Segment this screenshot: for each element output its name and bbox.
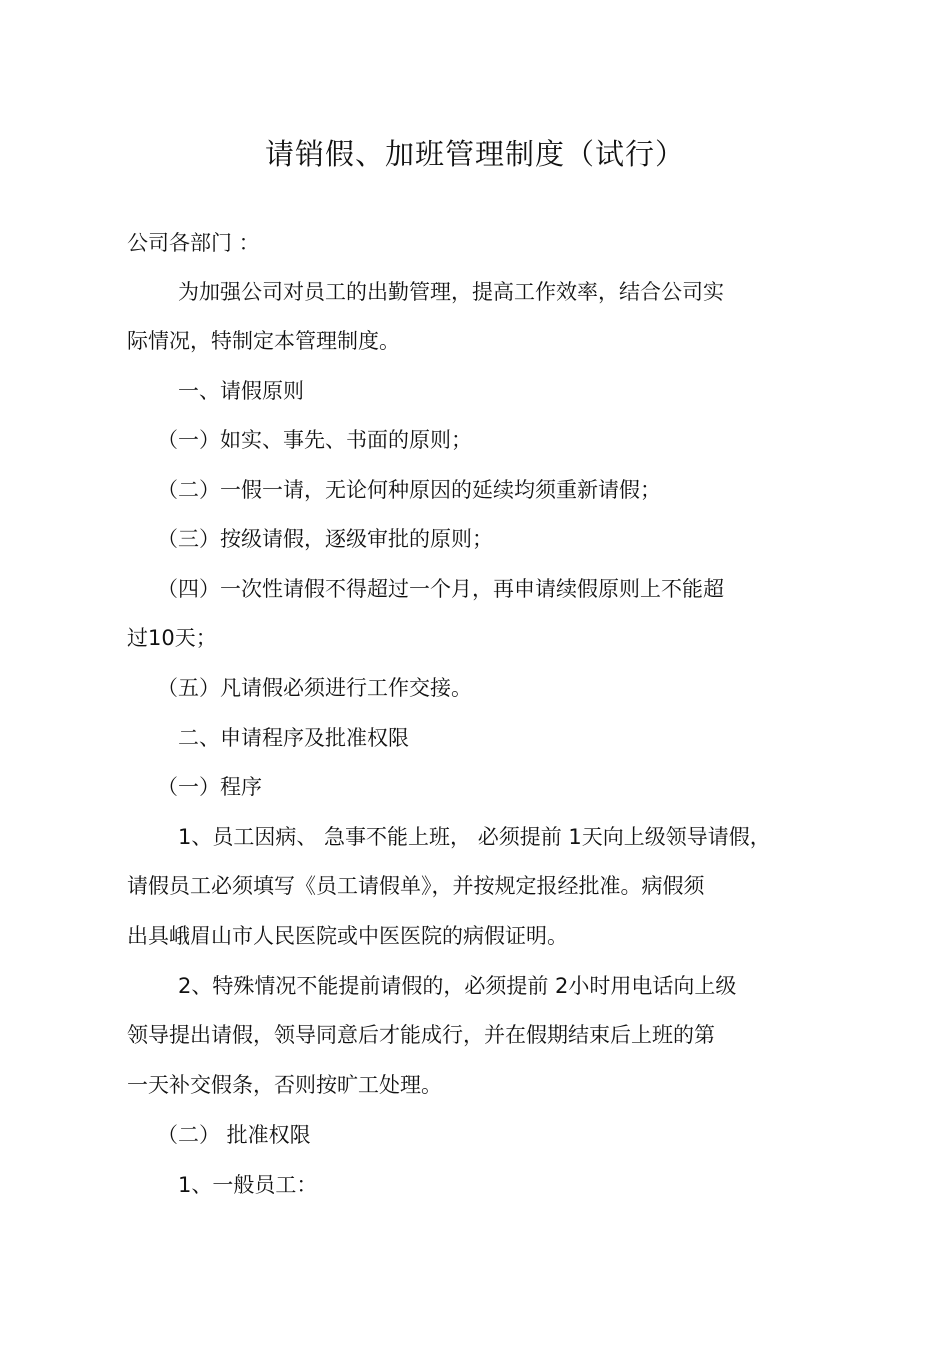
document-title: 请销假、加班管理制度（试行）: [264, 137, 685, 171]
subsection-approval-authority: （二） 批准权限: [157, 1123, 311, 1147]
approval-item-1: 1、一般员工：: [178, 1173, 318, 1197]
procedure-2-line-1: 2、特殊情况不能提前请假的，必须提前 2小时用电话向上级: [178, 974, 737, 998]
intro-line-2: 际情况，特制定本管理制度。: [127, 329, 400, 353]
intro-line-1: 为加强公司对员工的出勤管理，提高工作效率，结合公司实: [178, 280, 724, 304]
principle-item-4: （四）一次性请假不得超过一个月，再申请续假原则上不能超: [157, 577, 724, 601]
subsection-procedure: （一）程序: [157, 775, 262, 799]
principle-item-2: （二）一假一请，无论何种原因的延续均须重新请假；: [157, 478, 661, 502]
procedure-2-line-2: 领导提出请假，领导同意后才能成行，并在假期结束后上班的第: [127, 1023, 715, 1047]
principle-item-3: （三）按级请假，逐级审批的原则；: [157, 527, 493, 551]
procedure-1-line-3: 出具峨眉山市人民医院或中医医院的病假证明。: [127, 924, 568, 948]
procedure-1-line-1: 1、员工因病、 急事不能上班， 必须提前 1天向上级领导请假，: [178, 825, 771, 849]
principle-item-5: （五）凡请假必须进行工作交接。: [157, 676, 472, 700]
salutation: 公司各部门 ：: [127, 231, 260, 255]
procedure-1-line-2: 请假员工必须填写《员工请假单》，并按规定报经批准。病假须: [127, 874, 705, 898]
principle-item-1: （一）如实、事先、书面的原则；: [157, 428, 472, 452]
section-heading-1: 一、请假原则: [178, 379, 304, 403]
section-heading-2: 二、申请程序及批准权限: [178, 726, 409, 750]
procedure-2-line-3: 一天补交假条，否则按旷工处理。: [127, 1073, 442, 1097]
principle-item-4-cont: 过10天；: [127, 626, 217, 650]
